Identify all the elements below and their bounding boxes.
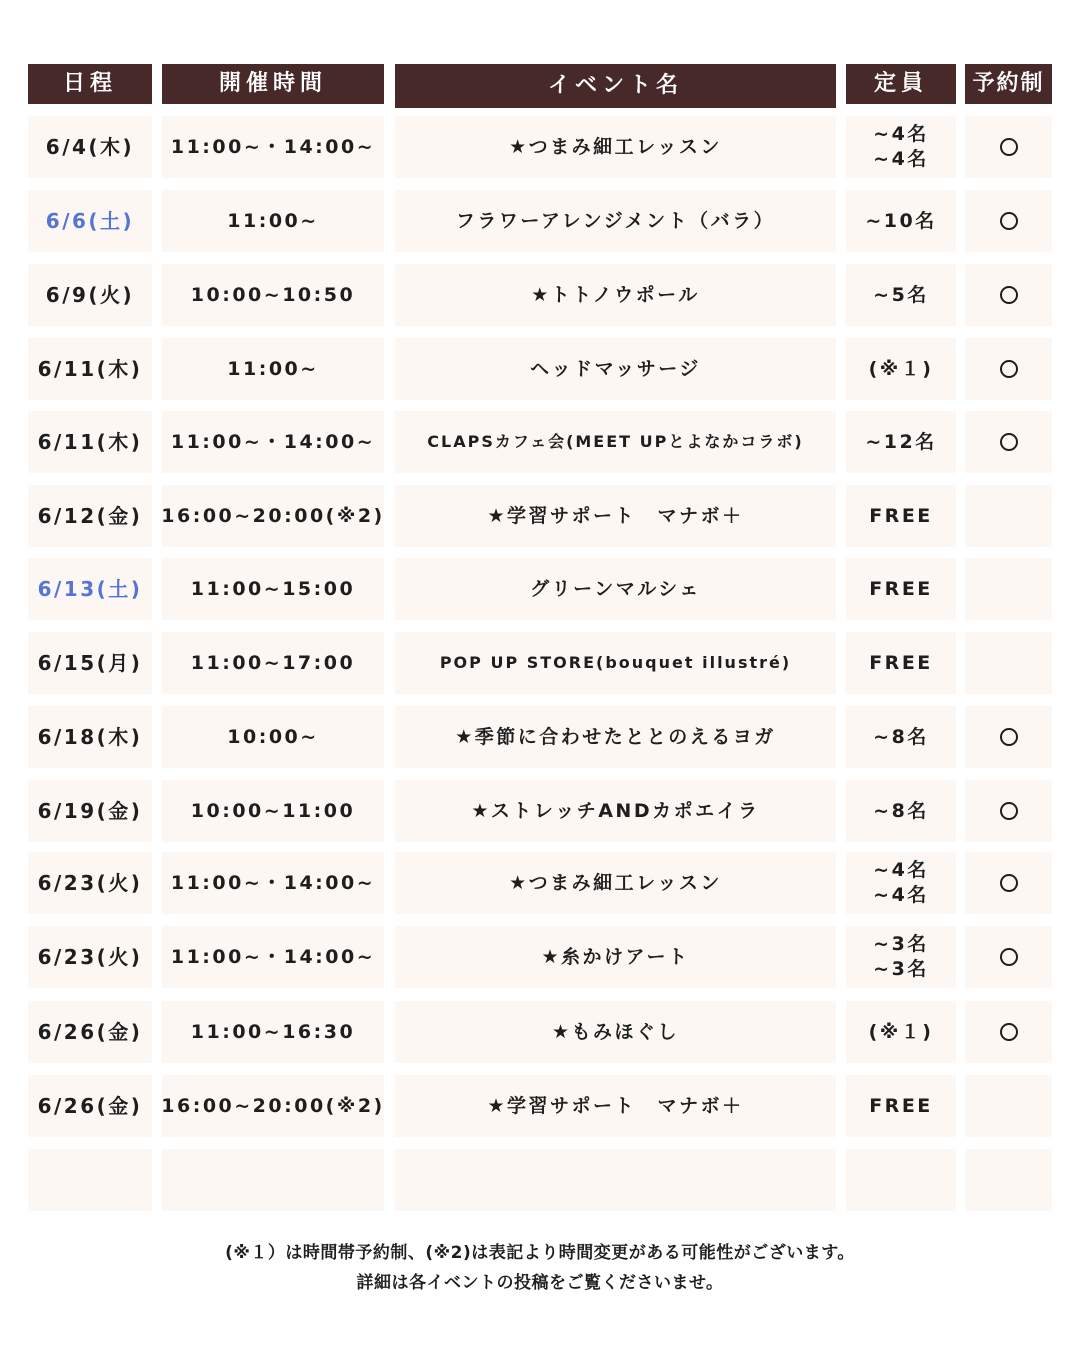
reservation-cell [965, 1075, 1052, 1137]
capacity-cell [846, 706, 956, 768]
capacity-cell [846, 116, 956, 178]
capacity-value: (※１) [868, 1020, 934, 1043]
event-name-cell: フラワーアレンジメント（バラ） [395, 190, 836, 252]
date-cell: 6/11(木) [28, 338, 152, 400]
reservation-cell [965, 338, 1052, 400]
capacity-value: ~12名 [865, 430, 937, 453]
reservation-cell [965, 780, 1052, 842]
event-name-cell: グリーンマルシェ [395, 558, 836, 620]
capacity-cell [846, 264, 956, 326]
time-cell: 16:00~20:00(※2) [162, 485, 384, 547]
event-name-cell: ★糸かけアート [395, 926, 836, 988]
footer-note-1: (※１）は時間帯予約制、(※2)は表記より時間変更がある可能性がございます。 [225, 1243, 855, 1263]
date-cell: 6/6(土) [28, 190, 152, 252]
event-name-cell: ★トトノウポール [395, 264, 836, 326]
time-cell: 16:00~20:00(※2) [162, 1075, 384, 1137]
circle-mark-icon [1000, 286, 1018, 304]
time-cell: 11:00~15:00 [162, 558, 384, 620]
circle-mark-icon [1000, 802, 1018, 820]
circle-mark-icon [1000, 360, 1018, 378]
event-name-cell: POP UP STORE(bouquet illustré) [395, 632, 836, 694]
event-name-cell: ヘッドマッサージ [395, 338, 836, 400]
footer-note-2: 詳細は各イベントの投稿をご覧くださいませ。 [356, 1273, 724, 1293]
capacity-value: ~3名 [873, 933, 929, 956]
event-name-cell: ★学習サポート マナボ＋ [395, 1075, 836, 1137]
capacity-value: ~8名 [873, 725, 929, 748]
date-cell: 6/15(月) [28, 632, 152, 694]
capacity-cell [846, 1075, 956, 1137]
date-cell: 6/18(木) [28, 706, 152, 768]
time-cell: 11:00~・14:00~ [162, 926, 384, 988]
capacity-value: ~8名 [873, 799, 929, 822]
capacity-cell [846, 485, 956, 547]
capacity-value: ~4名 [873, 148, 929, 170]
date-cell: 6/23(火) [28, 926, 152, 988]
event-name-cell [395, 1149, 836, 1211]
time-cell: 11:00~17:00 [162, 632, 384, 694]
time-cell: 11:00~・14:00~ [162, 852, 384, 914]
reservation-cell [965, 485, 1052, 547]
time-cell [162, 1149, 384, 1211]
reservation-cell [965, 1001, 1052, 1063]
capacity-value: ~4名 [873, 884, 929, 906]
capacity-cell [846, 780, 956, 842]
capacity-value: ~10名 [865, 209, 937, 232]
circle-mark-icon [1000, 1023, 1018, 1041]
event-name-cell: ★つまみ細工レッスン [395, 116, 836, 178]
capacity-value: FREE [869, 651, 933, 674]
circle-mark-icon [1000, 138, 1018, 156]
time-cell: 11:00~16:30 [162, 1001, 384, 1063]
header-time: 開催時間 [162, 64, 384, 104]
time-cell: 11:00~ [162, 338, 384, 400]
capacity-cell [846, 1001, 956, 1063]
capacity-cell [846, 852, 956, 914]
date-cell: 6/11(木) [28, 411, 152, 473]
capacity-cell [846, 190, 956, 252]
capacity-cell [846, 632, 956, 694]
date-cell: 6/12(金) [28, 485, 152, 547]
capacity-value: ~4名 [873, 859, 929, 882]
date-cell: 6/9(火) [28, 264, 152, 326]
capacity-value: ~5名 [873, 283, 929, 306]
time-cell: 10:00~ [162, 706, 384, 768]
reservation-cell [965, 190, 1052, 252]
reservation-cell [965, 706, 1052, 768]
reservation-cell [965, 558, 1052, 620]
event-name-cell: ★季節に合わせたととのえるヨガ [395, 706, 836, 768]
date-cell: 6/13(土) [28, 558, 152, 620]
event-name-cell: ★学習サポート マナボ＋ [395, 485, 836, 547]
circle-mark-icon [1000, 212, 1018, 230]
capacity-value: FREE [869, 504, 933, 527]
time-cell: 11:00~ [162, 190, 384, 252]
time-cell: 10:00~11:00 [162, 780, 384, 842]
capacity-cell [846, 558, 956, 620]
time-cell: 11:00~・14:00~ [162, 411, 384, 473]
capacity-cell [846, 1149, 956, 1211]
capacity-value: (※１) [868, 357, 934, 380]
reservation-cell [965, 852, 1052, 914]
date-cell: 6/23(火) [28, 852, 152, 914]
capacity-cell [846, 926, 956, 988]
date-cell: 6/26(金) [28, 1001, 152, 1063]
header-capacity: 定員 [846, 64, 956, 104]
date-cell: 6/19(金) [28, 780, 152, 842]
header-date: 日程 [28, 64, 152, 104]
capacity-value: FREE [869, 577, 933, 600]
capacity-cell [846, 411, 956, 473]
reservation-cell [965, 926, 1052, 988]
reservation-cell [965, 411, 1052, 473]
header-reservation: 予約制 [965, 64, 1052, 104]
reservation-cell [965, 264, 1052, 326]
event-name-cell: ★つまみ細工レッスン [395, 852, 836, 914]
event-name-cell: CLAPSカフェ会(MEET UPとよなかコラボ) [395, 411, 836, 473]
capacity-value: FREE [869, 1094, 933, 1117]
header-event-name: イベント名 [395, 64, 836, 108]
time-cell: 11:00~・14:00~ [162, 116, 384, 178]
capacity-cell [846, 338, 956, 400]
reservation-cell [965, 1149, 1052, 1211]
time-cell: 10:00~10:50 [162, 264, 384, 326]
circle-mark-icon [1000, 948, 1018, 966]
circle-mark-icon [1000, 874, 1018, 892]
date-cell: 6/26(金) [28, 1075, 152, 1137]
date-cell [28, 1149, 152, 1211]
event-name-cell: ★ストレッチANDカポエイラ [395, 780, 836, 842]
capacity-value: ~4名 [873, 123, 929, 146]
circle-mark-icon [1000, 728, 1018, 746]
event-name-cell: ★もみほぐし [395, 1001, 836, 1063]
reservation-cell [965, 116, 1052, 178]
capacity-value: ~3名 [873, 958, 929, 980]
circle-mark-icon [1000, 433, 1018, 451]
date-cell: 6/4(木) [28, 116, 152, 178]
reservation-cell [965, 632, 1052, 694]
